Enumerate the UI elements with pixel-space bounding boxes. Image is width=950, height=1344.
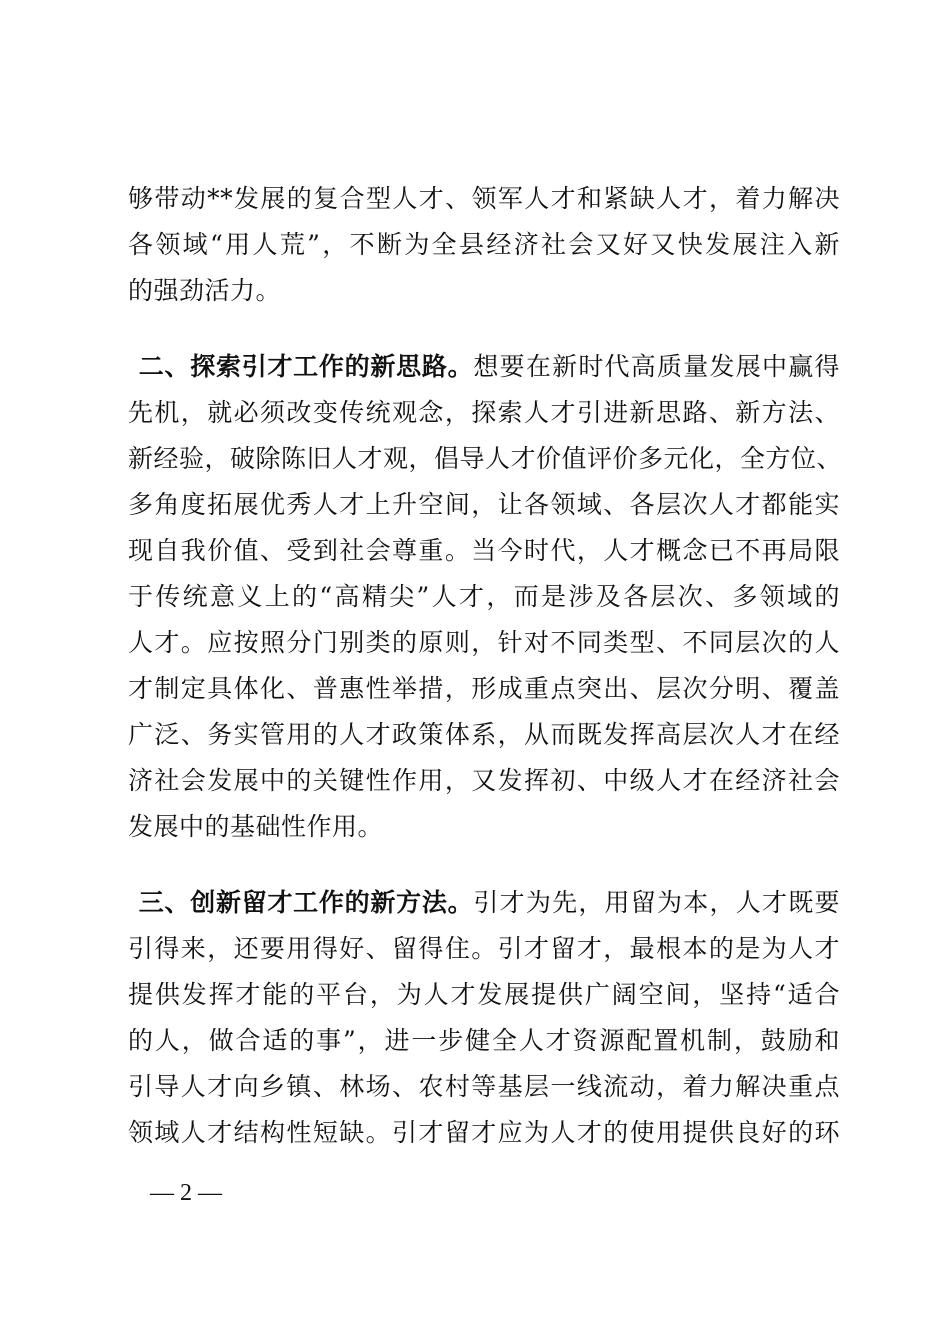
paragraph-2-line-3: 新经验，破除陈旧人才观，倡导人才价值评价多元化，全方位、 [128,444,843,473]
section-heading-2: 二、探索引才工作的新思路。 [138,352,474,381]
paragraph-3-line-5: 引导人才向乡镇、林场、农村等基层一线流动，着力解决重点 [128,1072,840,1101]
paragraph-2-line-8: 才制定具体化、普惠性举措，形成重点突出、层次分明、覆盖 [128,674,840,703]
paragraph-3-line-1 [128,880,840,926]
paragraph-2-line-1-text: 想要在新时代高质量发展中赢得 [473,352,840,381]
paragraph-1-line-3: 的强劲活力。 [128,276,282,305]
section-heading-3: 三、创新留才工作的新方法。 [138,888,474,917]
paragraph-1 [128,176,840,314]
paragraph-3-line-6: 领域人才结构性短缺。引才留才应为人才的使用提供良好的环 [128,1118,840,1147]
paragraph-2-line-1 [128,344,840,390]
paragraph-2-line-6: 于传统意义上的“高精尖”人才，而是涉及各层次、多领域的 [128,582,840,611]
paragraph-2-line-5: 现自我价值、受到社会尊重。当今时代，人才概念已不再局限 [128,536,840,565]
paragraph-2-line-4: 多角度拓展优秀人才上升空间，让各领域、各层次人才都能实 [128,490,840,519]
paragraph-3 [128,880,840,1156]
paragraph-2-line-11: 发展中的基础性作用。 [128,812,384,841]
paragraph-2-line-9: 广泛、务实管用的人才政策体系，从而既发挥高层次人才在经 [128,720,840,749]
paragraph-1-line-2: 各领域“用人荒”，不断为全县经济社会又好又快发展注入新 [128,230,840,259]
paragraph-2-line-7: 人才。应按照分门别类的原则，针对不同类型、不同层次的人 [128,628,840,657]
paragraph-2-line-10: 济社会发展中的关键性作用，又发挥初、中级人才在经济社会 [128,766,840,795]
paragraph-3-line-3: 提供发挥才能的平台，为人才发展提供广阔空间，坚持“适合 [128,980,840,1009]
paragraph-2 [128,344,843,850]
paragraph-3-line-2: 引得来，还要用得好、留得住。引才留才，最根本的是为人才 [128,934,840,963]
paragraph-2-line-2: 先机，就必须改变传统观念，探索人才引进新思路、新方法、 [128,398,840,427]
paragraph-3-line-4: 的人，做合适的事”，进一步健全人才资源配置机制，鼓励和 [128,1026,840,1055]
paragraph-1-line-1: 够带动**发展的复合型人才、领军人才和紧缺人才，着力解决 [128,184,840,213]
paragraph-3-line-1-text: 引才为先，用留为本，人才既要 [473,888,840,917]
page-number: — 2 — [150,1180,222,1206]
